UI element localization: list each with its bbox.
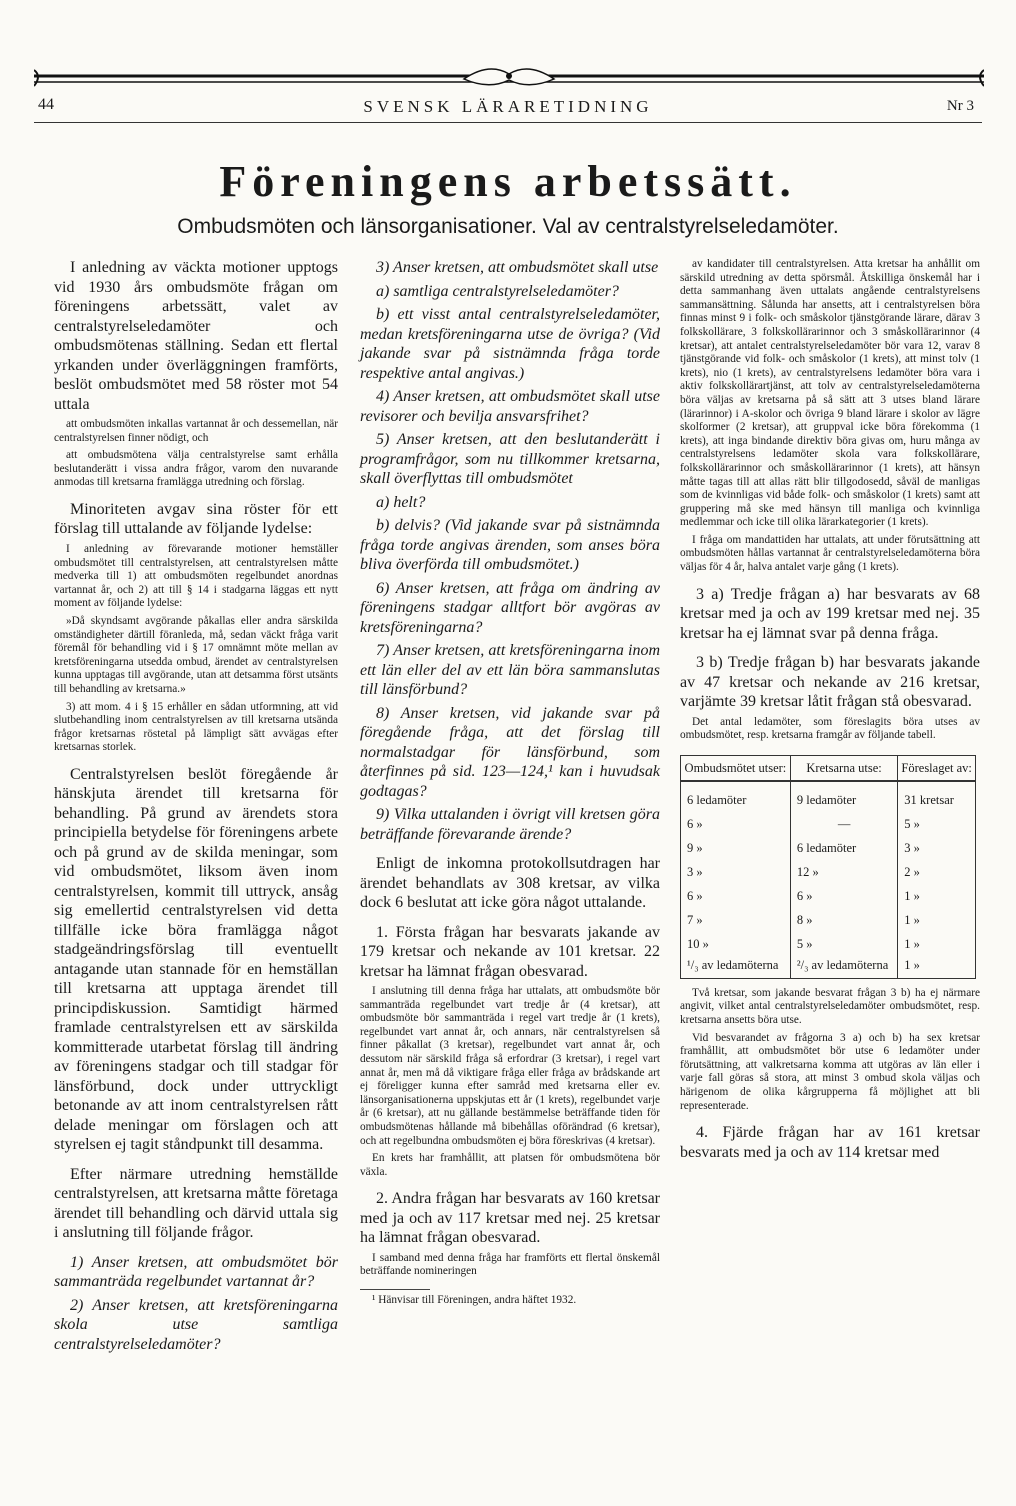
- small-paragraph: Det antal ledamöter, som föreslagits böra utses av ombudsmötet, resp. kretsarna framgår av följande tabell.: [680, 715, 980, 742]
- paragraph: 3 a) Tredje frågan a) har besvarats av 68 kretsar med ja och av 199 kretsar med nej. 35 kretsar ha ej lämnat svar på denna fråga.: [680, 585, 980, 642]
- table-cell: 9 »: [681, 836, 791, 860]
- question: 8) Anser kretsen, vid jakande svar på föregående fråga, att det förslag till normalstadgar för länsförbund, som återfinnes på sid. 123—124,¹ kan i huvudsak godtagas?: [360, 704, 660, 800]
- small-paragraph: I samband med denna fråga har framförts ett flertal önskemål beträffande nomineringen: [360, 1251, 660, 1278]
- table-header: Föreslaget av:: [898, 755, 976, 781]
- paragraph: Efter närmare utredning hemställde centralstyrelsen, att kretsarna måtte företaga ärendet till behandling och därvid uttala sig i anslutning till följande frågor.: [54, 1165, 338, 1242]
- paragraph: Centralstyrelsen beslöt föregående år hänskjuta ärendet till kretsarna för behandling. På grund av ärendets stora principiella betydelse för föreningens arbete och på grund av de skilda meningar, som vid ombudsmötet, liksom även inom centralstyrelsen, kommit till uttryck, ansåg sig emellertid centralstyrelsen vid detta tillfälle icke böra framlägga något stadgeändringsförslag till eventuellt antagande utan stannade för en hemställan till kretsarna att upptaga ärendet till principdiskussion. Samtidigt härmed framlade centralstyrelsen ett av särskilda kommitterade utarbetat förslag till ändring av föreningens stadgar och till stadgar för länsförbund, dock under uttryckligt betonande av att inom centralstyrelsen rått delade meningar om förslagen och att styrelsen ej tagit ståndpunkt till desamma.: [54, 765, 338, 1154]
- footnote-rule: [360, 1289, 430, 1290]
- question: b) ett visst antal centralstyrelseledamöter, medan kretsföreningarna utse de övriga? (Vid jakande svar på sistnämnda fråga torde respektive antal angivas.): [360, 306, 660, 382]
- question: 2) Anser kretsen, att kretsföreningarna skola utse samtliga centralstyrelseledamöter?: [54, 1296, 338, 1353]
- table-cell: 3 »: [681, 860, 791, 884]
- article-title: Föreningens arbetssätt.: [219, 157, 797, 206]
- table-cell: 7 »: [681, 908, 791, 932]
- column-3: [680, 258, 980, 1166]
- table-cell: 9 ledamöter: [790, 781, 897, 812]
- table-cell: 2 »: [898, 860, 976, 884]
- paragraph: Minoriteten avgav sina röster för ett förslag till uttalande av följande lydelse:: [54, 500, 338, 538]
- paragraph: 2. Andra frågan har besvarats av 160 kretsar med ja och av 117 kretsar med nej. 25 kretsar ha lämnat frågan obesvarad.: [360, 1190, 660, 1247]
- small-paragraph: I anslutning till denna fråga har uttalats, att ombudsmöte bör sammanträda regelbundet vart tredje år (4 kretsar), att ombudsmöte bör sammanträda i regel vart tredje år (1 krets), regelbundet vart annat år, och annars, när centralstyrelsen så finner påkallat (3 kretsar), regelbundet vart annat år, och dessutom när särskild fråga så erfordrar (3 kretsar), i regel vart annat år, men må då viktigare fråga eller fråga av brådskande art ej föreligger kunna efter samråd med kretsarna eller ev. länsorganisationerna uppskjutas ett år (1 krets), regelbundet varje år (6 kretsar), att nu gällande bestämmelse beträffande tiden för ombudsmötenas hållande må bibehållas oförändrad (6 kretsar), och att regelbundna ombudsmöten ej böra föreskrivas (4 kretsar).: [360, 985, 660, 1147]
- issue-number: Nr 3: [946, 98, 974, 114]
- table-cell: 5 »: [898, 812, 976, 836]
- table-cell: 6 ledamöter: [790, 836, 897, 860]
- table-row: [681, 956, 976, 979]
- column-1: [54, 258, 338, 1358]
- quote: att ombudsmötena välja centralstyrelse samt erhålla beslutanderätt i vissa andra frågor, varom den nuvarande anmodas till kretsarna framlägga utredning och förslag.: [54, 449, 338, 489]
- small-paragraph: I fråga om mandattiden har uttalats, att under förutsättning att ombudsmöten hållas vartannat år centralstyrelseledamöterna böra väljas för 4 år, halva antalet varje gång (1 krets).: [680, 533, 980, 574]
- table-row: [681, 908, 976, 932]
- table-cell: 31 kretsar: [898, 781, 976, 812]
- table-cell: 1 »: [898, 884, 976, 908]
- question: a) samtliga centralstyrelseledamöter?: [376, 282, 619, 300]
- small-paragraph: Två kretsar, som jakande besvarat frågan 3 b) ha ej närmare angivit, vilket antal centralstyrelseledamöter ombudsmötet, resp. kretsarna ansetts böra utse.: [680, 986, 980, 1027]
- table-cell: 12 »: [790, 860, 897, 884]
- table-header: Ombudsmötet utser:: [681, 755, 791, 781]
- paragraph: 4. Fjärde frågan har av 161 kretsar besvarats med ja och av 114 kretsar med: [680, 1124, 980, 1161]
- header-rule: [34, 122, 982, 123]
- question: 4) Anser kretsen, att ombudsmötet skall utse revisorer och bevilja ansvarsfrihet?: [360, 388, 660, 425]
- table-cell: ²/₃ av ledamöterna: [790, 956, 897, 979]
- table-cell: 6 ledamöter: [681, 781, 791, 812]
- table-row: [681, 932, 976, 956]
- question: 7) Anser kretsen, att kretsföreningarna inom ett län eller del av ett län böra sammanslutas till länsförbund?: [360, 642, 660, 698]
- table-cell: 3 »: [898, 836, 976, 860]
- table-row: [681, 860, 976, 884]
- article-subtitle: Ombudsmöten och länsorganisationer. Val av centralstyrelseledamöter.: [177, 215, 839, 238]
- question: 1) Anser kretsen, att ombudsmötet bör sammanträda regelbundet vartannat år?: [54, 1253, 338, 1291]
- table-cell: —: [790, 812, 897, 836]
- table-row: [681, 812, 976, 836]
- table-cell: 6 »: [790, 884, 897, 908]
- table-cell: 1 »: [898, 908, 976, 932]
- small-paragraph: av kandidater till centralstyrelsen. Atta kretsar ha anhållit om särskild utredning av detta spörsmål. Åtskilliga önskemål har i detta sammanhang även uttalats angående centralstyrelsens sammansättning. Sålunda har ansetts, att i centralstyrelsen böra finnas minst 9 i folk- och småskolor tjänstgörande lärare, därav 3 folkskollärare, 3 folkskollärarinnor och 3 småskollärarinnor (4 kretsar), att antalet centralstyrelseledamöter bör vara 12, varav 8 tjänstgörande vid folk- och småskolor (1 krets), att minst tolv (1 krets), nio (1 krets), av centralstyrelsens ledamöter böra vara i aktiv folkskollärartjänst, att tolv av centralstyrelseledamöterna böra väljas av kretsarna på så sätt att 3 utses bland lärare (lärarinnor) i A-skolor och övriga 9 bland lärare i skolor av lägre skolformer (2 kretsar), att gruppval icke böra förekomma (1 krets), att inga bindande direktiv böra givas om, huru många av centralstyrelsens ledamöter skola vara folkskollärare, folkskollärarinnor och småskollärarinnor (1 krets), att hänsyn måtte tagas till att allas rätt blir tillgodosedd, såväl de manligas som de kvinnligas vid både folk- och småskolor (1 krets) samt att gruppering må ske med hänsyn till manliga och kvinnliga medlemmar och icke till olika lärarkategorier (1 krets).: [680, 258, 980, 529]
- table-row: [681, 884, 976, 908]
- table-cell: 6 »: [681, 884, 791, 908]
- paragraph: 1. Första frågan har besvarats jakande av 179 kretsar och nekande av 101 kretsar. 22 kretsar ha lämnat frågan obesvarad.: [360, 923, 660, 980]
- table-cell: ¹/₃ av ledamöterna: [681, 956, 791, 979]
- question: 9) Vilka uttalanden i övrigt vill kretsen göra beträffande förevarande ärende?: [360, 806, 660, 843]
- paragraph: I anledning av väckta motioner upptogs vid 1930 års ombudsmöte frågan om föreningens arbetssätt, valet av centralstyrelseledamöter och ombudsmötenas ställning. Sedan ett flertal yrkanden under överläggningen framförts, beslöt ombudsmötet med 58 röster mot 54 uttala: [54, 259, 338, 413]
- quote: 3) att mom. 4 i § 15 erhåller en sådan utformning, att vid slutbehandling inom centralstyrelsen av till kretsarna utsända frågor kretsarnas röstetal på lämpligt sätt avvägas efter kretsarnas storlek.: [54, 700, 338, 754]
- quote: I anledning av förevarande motioner hemställer ombudsmötet till centralstyrelsen, att centralstyrelsen måtte medverka till 1) att ombudsmöten regelbundet anordnas vartannat år, och 2) att till § 14 i stadgarna läggas ett nytt moment av följande lydelse:: [54, 542, 338, 610]
- table-row: [681, 836, 976, 860]
- table-cell: 8 »: [790, 908, 897, 932]
- question: a) helt?: [376, 493, 426, 511]
- paragraph: 3 b) Tredje frågan b) har besvarats jakande av 47 kretsar och nekande av 216 kretsar, varjämte 39 kretsar låtit frågan stå obesvarad.: [680, 654, 980, 711]
- question: 3) Anser kretsen, att ombudsmötet skall utse: [376, 259, 659, 276]
- page-number: 44: [38, 96, 54, 113]
- small-paragraph: En krets har framhållit, att platsen för ombudsmötena bör växla.: [360, 1152, 660, 1178]
- paragraph: Enligt de inkomna protokollsutdragen har ärendet behandlats av 308 kretsar, av vilka dock 6 beslutat att icke göra något uttalande.: [360, 855, 660, 911]
- table-cell: 6 »: [681, 812, 791, 836]
- table-header: Kretsarna utse:: [790, 755, 897, 781]
- quote: »Då skyndsamt avgörande påkallas eller andra särskilda omständigheter därtill föranleda, må, sedan väckt fråga varit föremål för behandling vid i § 17 omnämnt möte mellan av kretsföreningarna utsedda ombud, ärendet av centralstyrelsen kunna upptagas till avgörande, utan att detsamma först utsänts till behandling av kretsarna.»: [54, 614, 338, 695]
- column-2: [360, 258, 660, 1312]
- footnote: ¹ Hänvisar till Föreningen, andra häftet 1932.: [372, 1294, 577, 1306]
- seats-table: [680, 755, 976, 979]
- table-cell: 1 »: [898, 956, 976, 979]
- table-cell: 10 »: [681, 932, 791, 956]
- header-ornament: [34, 64, 984, 92]
- table-row: [681, 781, 976, 812]
- quote: att ombudsmöten inkallas vartannat år och dessemellan, när centralstyrelsen finner nödigt, och: [54, 418, 338, 444]
- table-cell: 1 »: [898, 932, 976, 956]
- journal-title: SVENSK LÄRARETIDNING: [363, 97, 653, 116]
- table-cell: 5 »: [790, 932, 897, 956]
- question: b) delvis? (Vid jakande svar på sistnämnda fråga torde angivas ärenden, som anses böra bliva överförda till ombudsmötet.): [360, 517, 660, 573]
- question: 5) Anser kretsen, att den beslutanderätt i programfrågor, som nu tillkommer kretsarna, skall överflyttas till ombudsmötet: [360, 431, 660, 487]
- question: 6) Anser kretsen, att fråga om ändring av föreningens stadgar alltfort bör avgöras av kretsföreningarna?: [360, 579, 660, 636]
- small-paragraph: Vid besvarandet av frågorna 3 a) och b) ha sex kretsar framhållit, att ombudsmötet bör utse 6 ledamöter under förutsättning, att valkretsarna komma att utgöras av län eller i varje fall göras så stora, att minst 3 ombud skola väljas och härigenom de olika kårgrupperna få möjlighet att bli representerade.: [680, 1031, 980, 1112]
